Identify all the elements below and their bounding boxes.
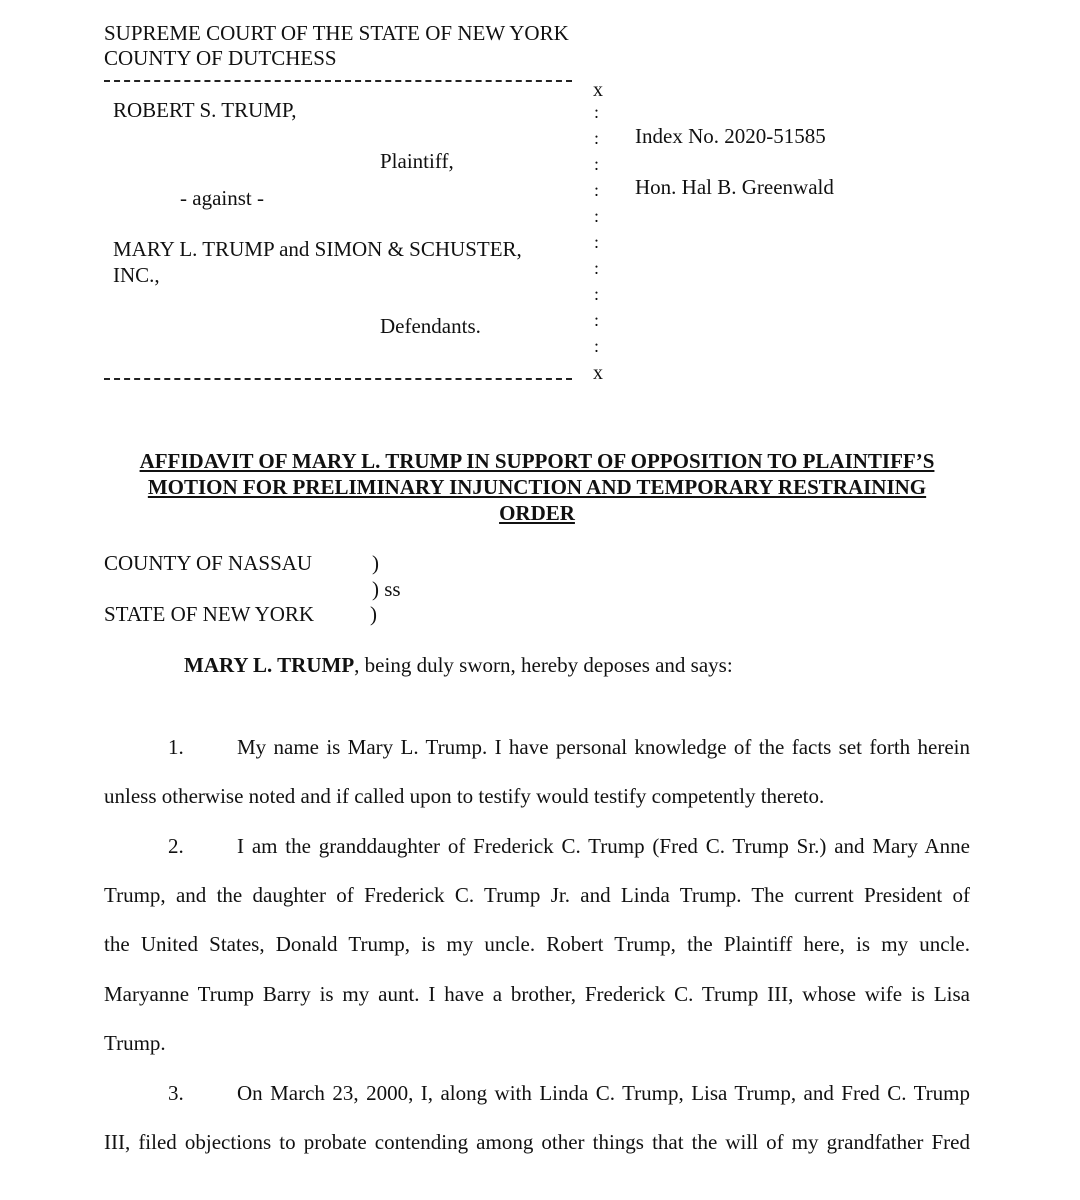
- defendants-line-1: MARY L. TRUMP and SIMON & SCHUSTER,: [113, 237, 522, 261]
- paragraph-line: the United States, Donald Trump, is my uncle. Robert Trump, the Plaintiff here, is my uncle.: [104, 932, 970, 956]
- paragraph-line: Trump.: [104, 1031, 166, 1055]
- paragraph-line: I am the granddaughter of Frederick C. Trump (Fred C. Trump Sr.) and Mary Anne: [237, 834, 970, 858]
- caption-bottom-x: x: [593, 362, 603, 384]
- caption-colon: :: [594, 258, 600, 278]
- venue-ss: ) ss: [372, 577, 401, 601]
- venue-paren: ): [370, 602, 377, 626]
- defendants-label: Defendants.: [380, 314, 481, 338]
- deponent-name: MARY L. TRUMP: [184, 653, 355, 677]
- document-title-line-3: ORDER: [499, 501, 575, 525]
- caption-colon: :: [594, 232, 600, 252]
- venue-state: STATE OF NEW YORK: [104, 602, 315, 626]
- venue-paren: ): [372, 551, 379, 575]
- document-title-line-1: AFFIDAVIT OF MARY L. TRUMP IN SUPPORT OF OPPOSITION TO PLAINTIFF’S: [139, 449, 935, 473]
- court-name: SUPREME COURT OF THE STATE OF NEW YORK: [104, 21, 569, 45]
- caption-top-x: x: [593, 79, 603, 101]
- paragraph-number: 1.: [168, 735, 184, 759]
- caption-colon: :: [594, 336, 600, 356]
- index-number: Index No. 2020-51585: [635, 124, 826, 148]
- venue-county: COUNTY OF NASSAU: [104, 551, 313, 575]
- document-title-line-2: MOTION FOR PRELIMINARY INJUNCTION AND TEMPORARY RESTRAINING: [147, 475, 927, 499]
- judge-name: Hon. Hal B. Greenwald: [635, 175, 834, 199]
- caption-colon: :: [594, 206, 600, 226]
- intro-text: , being duly sworn, hereby deposes and says:: [354, 653, 733, 677]
- county-name: COUNTY OF DUTCHESS: [104, 46, 337, 70]
- defendants-line-2: INC.,: [113, 263, 160, 287]
- paragraph-line: My name is Mary L. Trump. I have personal knowledge of the facts set forth herein: [237, 735, 970, 759]
- caption-colon: :: [594, 154, 600, 174]
- caption-colon: :: [594, 310, 600, 330]
- plaintiff-name: ROBERT S. TRUMP,: [113, 98, 297, 122]
- caption-colon: :: [594, 102, 600, 122]
- caption-bottom-rule: [104, 378, 572, 380]
- paragraph-number: 2.: [168, 834, 184, 858]
- caption-colon: :: [594, 128, 600, 148]
- caption-colon: :: [594, 180, 600, 200]
- caption-colon: :: [594, 284, 600, 304]
- paragraph-line: unless otherwise noted and if called upon to testify would testify competently thereto.: [104, 784, 825, 808]
- paragraph-line: On March 23, 2000, I, along with Linda C. Trump, Lisa Trump, and Fred C. Trump: [237, 1081, 970, 1105]
- paragraph-line: Maryanne Trump Barry is my aunt. I have a brother, Frederick C. Trump III, whose wife is Lisa: [104, 982, 970, 1006]
- paragraph-number: 3.: [168, 1081, 184, 1105]
- plaintiff-label: Plaintiff,: [380, 149, 454, 173]
- intro-line: [184, 652, 733, 678]
- paragraph-line: III, filed objections to probate contending among other things that the will of my grandfather Fred: [104, 1130, 970, 1154]
- paragraph-line: Trump, and the daughter of Frederick C. Trump Jr. and Linda Trump. The current President of: [104, 883, 970, 907]
- against-label: - against -: [180, 186, 264, 210]
- caption-top-rule: [104, 80, 572, 82]
